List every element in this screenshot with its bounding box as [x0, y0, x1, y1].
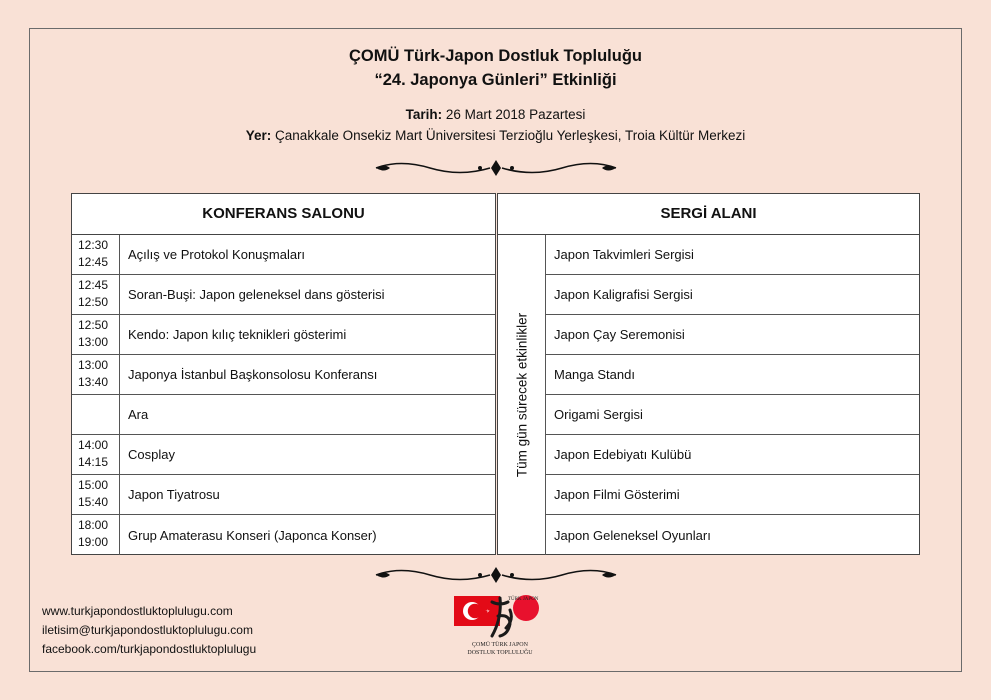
event-cell: Japon Tiyatrosu [128, 487, 220, 502]
table-row [72, 235, 495, 275]
place-value: Çanakkale Onsekiz Mart Üniversitesi Terzioğlu Yerleşkesi, Troia Kültür Merkezi [275, 128, 746, 143]
time-cell [72, 435, 120, 474]
time-cell [72, 515, 120, 555]
exhibition-body [498, 235, 919, 555]
exhibition-rows [546, 235, 919, 555]
list-item: Origami Sergisi [546, 395, 919, 435]
ornament-scroll-icon [370, 157, 622, 179]
end-time: 19:00 [78, 535, 109, 549]
conference-hall-column [71, 193, 496, 555]
exhibition-area-column [497, 193, 920, 555]
conference-hall-heading: KONFERANS SALONU [72, 194, 495, 235]
date-line [0, 104, 991, 125]
start-time: 12:50 [78, 318, 109, 332]
ornament-scroll-icon [370, 564, 622, 586]
club-logo [452, 590, 548, 660]
time-cell [72, 475, 120, 514]
table-row [72, 395, 495, 435]
poster-header [0, 44, 991, 146]
all-day-label: Tüm gün sürecek etkinlikler [514, 312, 529, 478]
event-info [0, 104, 991, 146]
all-day-label-cell [498, 235, 546, 555]
list-item: Japon Kaligrafisi Sergisi [546, 275, 919, 315]
event-title: “24. Japonya Günleri” Etkinliği [374, 71, 617, 89]
list-item: Japon Takvimleri Sergisi [546, 235, 919, 275]
start-time: 14:00 [78, 438, 109, 452]
website-link[interactable]: www.turkjapondostluktoplulugu.com [42, 604, 233, 618]
table-row [72, 475, 495, 515]
end-time: 13:40 [78, 375, 109, 389]
conference-rows [72, 235, 495, 555]
contact-links [42, 602, 256, 659]
organization-title: ÇOMÜ Türk-Japon Dostluk Topluluğu [348, 47, 642, 65]
club-logo-icon [452, 590, 548, 660]
facebook-link[interactable]: facebook.com/turkjapondostluktoplulugu [42, 642, 257, 656]
event-cell: Grup Amaterasu Konseri (Japonca Konser) [128, 527, 377, 543]
time-cell [72, 355, 120, 394]
bottom-ornament-divider [370, 564, 622, 586]
start-time: 18:00 [78, 518, 109, 532]
time-cell [72, 395, 120, 434]
end-time: 13:00 [78, 335, 109, 349]
time-cell [72, 235, 120, 274]
event-cell: Kendo: Japon kılıç teknikleri gösterimi [128, 327, 347, 342]
logo-name-line2: DOSTLUK TOPLULUĞU [467, 650, 533, 656]
event-cell: Açılış ve Protokol Konuşmaları [128, 247, 306, 262]
time-cell [72, 275, 120, 314]
logo-name-line1: ÇOMÜ TÜRK JAPON [472, 642, 528, 648]
logo-top-text: TÜRK JAPON [508, 597, 539, 602]
date-value: 26 Mart 2018 Pazartesi [445, 107, 586, 122]
table-row [72, 315, 495, 355]
table-row [72, 435, 495, 475]
end-time: 14:15 [78, 455, 109, 469]
start-time: 15:00 [78, 478, 109, 492]
end-time: 15:40 [78, 495, 109, 509]
event-cell: Japonya İstanbul Başkonsolosu Konferansı [128, 367, 378, 382]
start-time: 12:30 [78, 238, 109, 252]
list-item: Japon Edebiyatı Kulübü [546, 435, 919, 475]
event-cell: Ara [128, 407, 149, 422]
place-line [0, 125, 991, 146]
time-cell [72, 315, 120, 354]
table-row [72, 355, 495, 395]
table-row [72, 515, 495, 555]
place-label: Yer: [245, 128, 272, 143]
email-link[interactable]: iletisim@turkjapondostluktoplulugu.com [42, 623, 253, 637]
date-label: Tarih: [405, 107, 443, 122]
schedule-table [71, 193, 920, 555]
table-row [72, 275, 495, 315]
start-time: 13:00 [78, 358, 109, 372]
list-item: Japon Geleneksel Oyunları [554, 527, 711, 543]
list-item: Manga Standı [546, 355, 919, 395]
event-cell: Cosplay [128, 447, 175, 462]
event-cell: Soran-Buşi: Japon geleneksel dans gösterisi [128, 287, 385, 302]
list-item: Japon Filmi Gösterimi [546, 475, 919, 515]
top-ornament-divider [370, 157, 622, 179]
start-time: 12:45 [78, 278, 109, 292]
end-time: 12:50 [78, 295, 109, 309]
list-item: Japon Çay Seremonisi [546, 315, 919, 355]
end-time: 12:45 [78, 255, 109, 269]
exhibition-area-heading: SERGİ ALANI [498, 194, 919, 235]
